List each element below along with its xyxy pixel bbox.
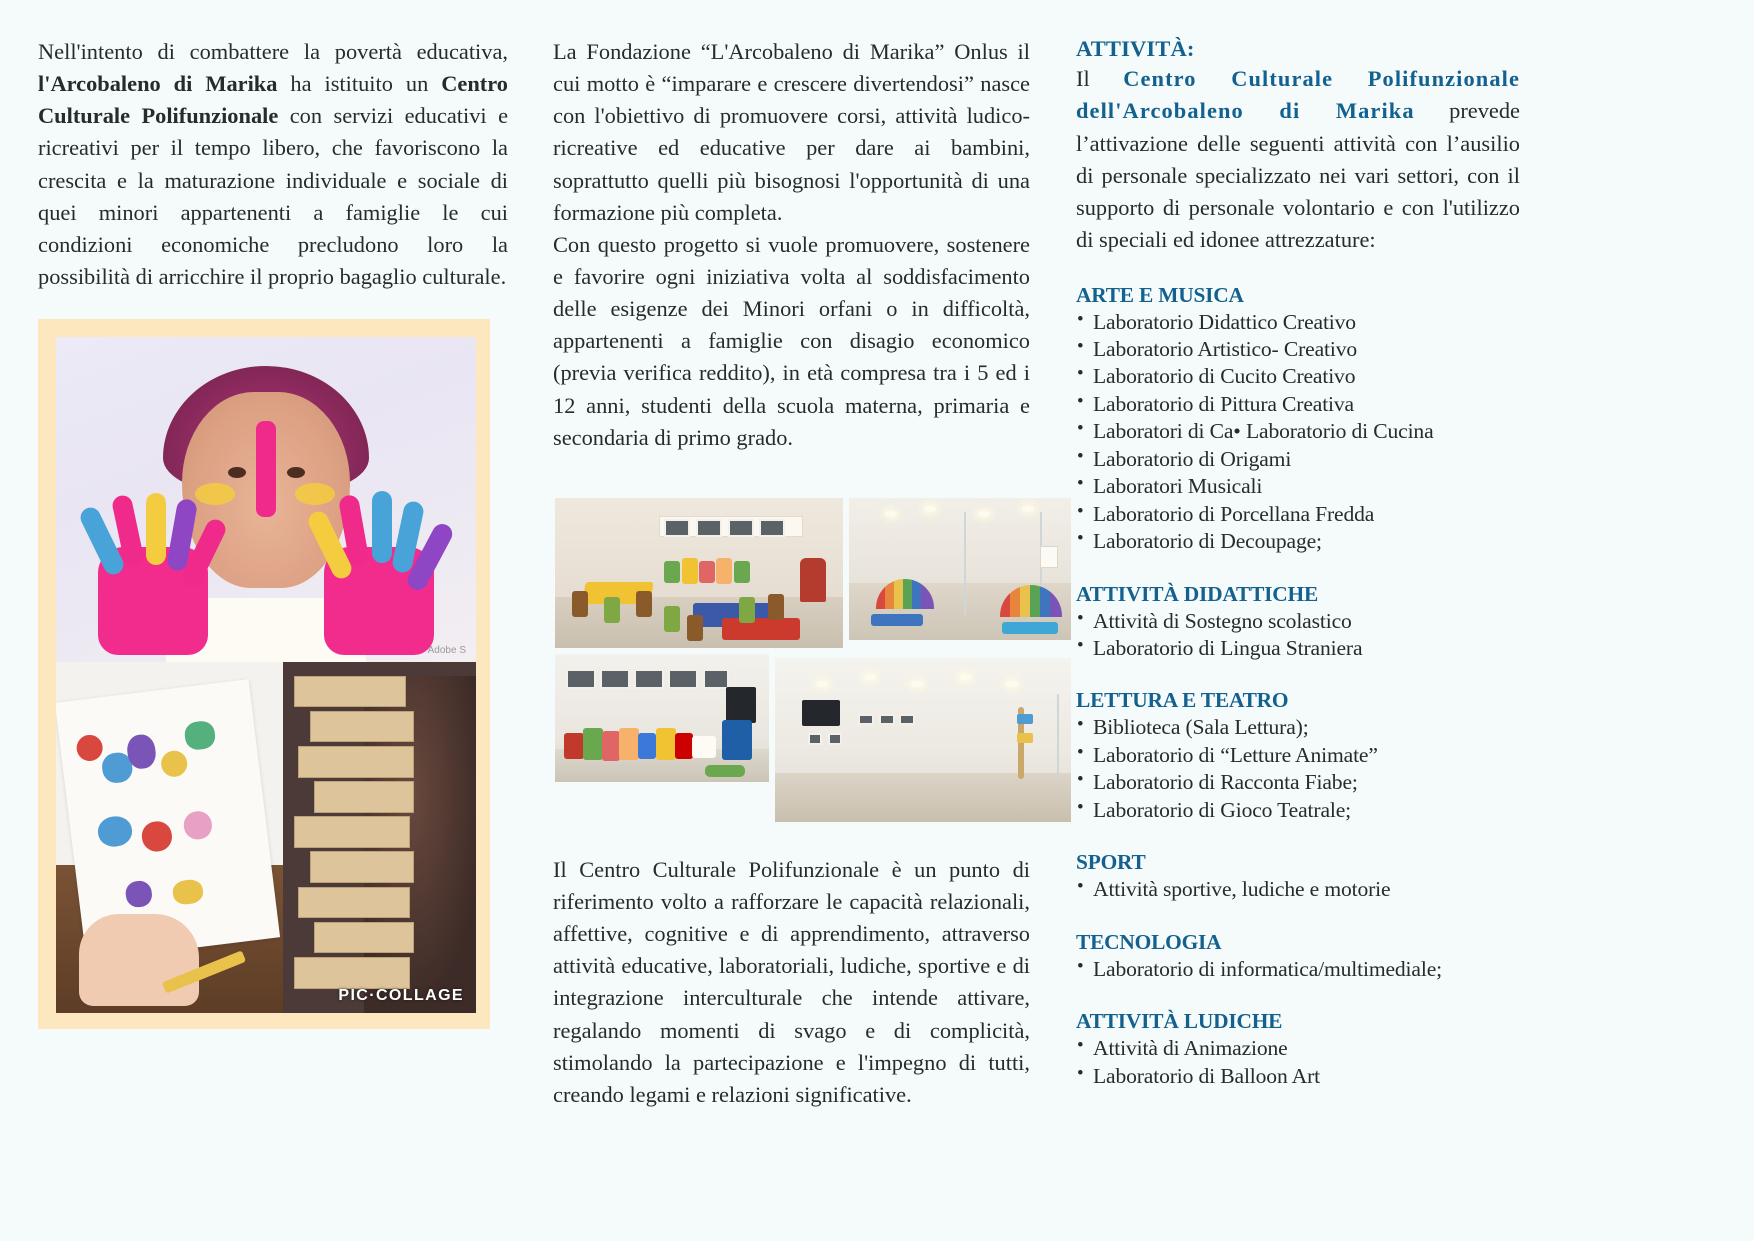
intro-highlight: Centro Culturale Polifunzionale dell'Arcobaleno di Marika: [1076, 66, 1521, 124]
right-column: [1050, 36, 1520, 1231]
photo-collage: [56, 337, 476, 1013]
section-list: [1076, 608, 1520, 663]
section-attivita-ludiche: [1076, 1009, 1520, 1090]
list-item: • Laboratorio di informatica/multimediale;: [1076, 956, 1520, 983]
section-heading: ATTIVITÀ DIDATTICHE: [1076, 581, 1319, 606]
section-tecnologia: [1076, 930, 1520, 983]
list-item: • Laboratorio di Origami: [1076, 446, 1520, 473]
activities-title: ATTIVITÀ:: [1076, 36, 1195, 61]
list-item: • Laboratori di Ca• Laboratorio di Cucina: [1076, 418, 1520, 445]
list-item: • Laboratori Musicali: [1076, 473, 1520, 500]
left-column: [38, 36, 530, 1231]
activities-intro: [1076, 63, 1520, 257]
list-item: • Laboratorio Artistico- Creativo: [1076, 336, 1520, 363]
section-list: [1076, 309, 1520, 556]
section-heading: LETTURA E TEATRO: [1076, 688, 1289, 713]
list-item: • Biblioteca (Sala Lettura);: [1076, 714, 1520, 741]
list-item: • Laboratorio di Racconta Fiabe;: [1076, 769, 1520, 796]
list-item: • Laboratorio di Decoupage;: [1076, 528, 1520, 555]
section-arte-e-musica: [1076, 283, 1520, 556]
list-item: • Laboratorio di “Letture Animate”: [1076, 742, 1520, 769]
list-item: • Attività di Animazione: [1076, 1035, 1520, 1062]
collage-photo-drawing: [56, 662, 283, 1014]
collage-corner-credit: Adobe S: [427, 644, 466, 656]
section-heading: ATTIVITÀ LUDICHE: [1076, 1009, 1283, 1034]
section-heading: SPORT: [1076, 850, 1146, 875]
collage-photo-wooden-blocks: [283, 662, 476, 1014]
list-item: • Laboratorio di Cucito Creativo: [1076, 363, 1520, 390]
middle-paragraph-1: La Fondazione “L'Arcobaleno di Marika” Onlus il cui motto è “imparare e crescere divertendosi” nasce con l'obiettivo di promuovere corsi, attività ludico-ricreative ed educative per dare ai bambini, soprattutto quelli più bisognosi l'opportunità di una formazione più completa.: [553, 39, 1030, 225]
list-item: • Laboratorio di Balloon Art: [1076, 1063, 1520, 1090]
section-heading: TECNOLOGIA: [1076, 929, 1222, 954]
list-item: • Attività sportive, ludiche e motorie: [1076, 876, 1520, 903]
section-list: [1076, 956, 1520, 983]
section-sport: [1076, 850, 1520, 903]
intro-rest: prevede l’attivazione delle seguenti attività con l’ausilio di personale specializzato nei vari settori, con il supporto di personale volontario e con l'utilizzo di speciali ed idonee attrezzature:: [1076, 98, 1520, 253]
photo-corridoio-centro: [775, 658, 1071, 822]
photo-sala-giochi-morbidi: [555, 654, 769, 782]
intro-prefix: Il: [1076, 66, 1124, 91]
list-item: • Laboratorio di Porcellana Fredda: [1076, 501, 1520, 528]
list-item: • Laboratorio di Pittura Creativa: [1076, 391, 1520, 418]
list-item: • Laboratorio di Lingua Straniera: [1076, 635, 1520, 662]
list-item: • Attività di Sostegno scolastico: [1076, 608, 1520, 635]
list-item: • Laboratorio Didattico Creativo: [1076, 309, 1520, 336]
left-intro-paragraph: Nell'intento di combattere la povertà educativa, l'Arcobaleno di Marika ha istituito un Centro Culturale Polifunzionale con servizi educativi e ricreativi per il tempo libero, che favoriscono la crescita e la maturazione individuale e sociale di quei minori appartenenti a famiglie le cui condizioni economiche precludono loro la possibilità di arricchire il proprio bagaglio culturale.: [38, 39, 509, 289]
collage-watermark: PIC·COLLAGE: [338, 987, 464, 1005]
section-attivita-didattiche: [1076, 582, 1520, 663]
photo-collage-frame: [38, 319, 490, 1029]
section-lettura-e-teatro: [1076, 688, 1520, 824]
photo-sala-arcobaleno: [849, 498, 1071, 640]
section-list: [1076, 714, 1520, 824]
middle-column: [530, 36, 1050, 1231]
section-list: [1076, 876, 1520, 903]
section-heading: ARTE E MUSICA: [1076, 282, 1244, 307]
section-list: [1076, 1035, 1520, 1090]
middle-paragraph-2: Con questo progetto si vuole promuovere, sostenere e favorire ogni iniziativa volta al soddisfacimento delle esigenze dei Minori orfani o in difficoltà, appartenenti a famiglie con disagio economico (previa verifica reddito), in età compresa tra i 5 ed i 12 anni, studenti della scuola materna, primaria e secondaria di primo grado.: [553, 231, 1030, 450]
middle-photo-grid: [553, 498, 1030, 816]
photo-aula-tavoli-colorati: [555, 498, 843, 648]
list-item: • Laboratorio di Gioco Teatrale;: [1076, 797, 1520, 824]
collage-bottom-row: [56, 662, 476, 1014]
middle-paragraph-3: Il Centro Culturale Polifunzionale è un punto di riferimento volto a rafforzare le capacità relazionali, affettive, cognitive e di apprendimento, attraverso attività educative, laboratoriali, ludiche, sportive e di integrazione interculturale che intende attivare, regalando momenti di svago e di complicità, stimolando la partecipazione e l'impegno di tutti, creando legami e relazioni significative.: [553, 856, 1030, 1107]
collage-photo-girl-painted-hands: [56, 337, 476, 661]
